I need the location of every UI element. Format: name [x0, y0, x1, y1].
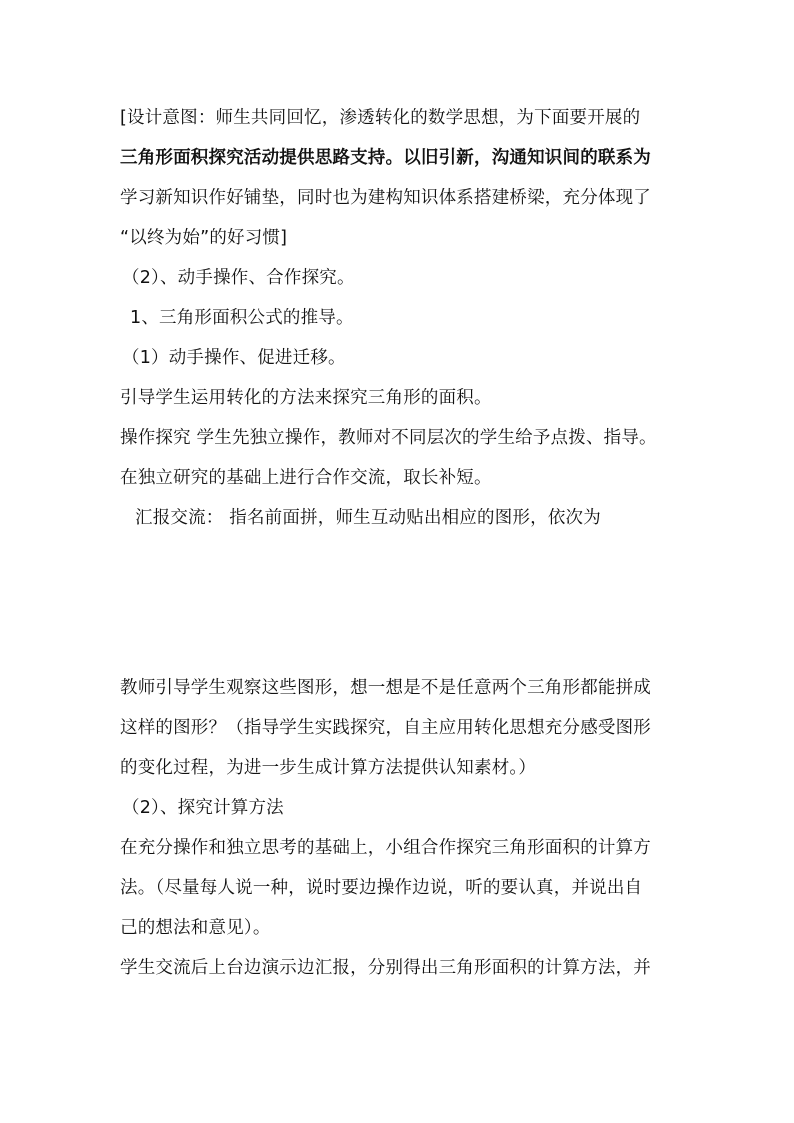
text-line: （1）动手操作、促进迁移。	[122, 348, 346, 368]
text-line: 的变化过程，为进一步生成计算方法提供认知素材。）	[120, 758, 537, 778]
text-line: （2）、动手操作、合作探究。	[122, 268, 355, 288]
text-line: （2）、探究计算方法	[122, 798, 284, 818]
text-line: 在独立研究的基础上进行合作交流，取长补短。	[120, 468, 492, 488]
text-line: 学习新知识作好铺垫，同时也为建构知识体系搭建桥梁，充分体现了	[120, 188, 651, 208]
text-line: 操作探究 学生先独立操作，教师对不同层次的学生给予点拨、指导。	[120, 428, 657, 448]
text-line: 己的想法和意见）。	[120, 918, 271, 938]
text-line: 1、三角形面积公式的推导。	[130, 308, 354, 328]
text-line: 汇报交流： 指名前面拼，师生互动贴出相应的图形，依次为	[135, 508, 601, 528]
text-line: “以终为始”的好习惯]	[120, 228, 288, 248]
text-line: [设计意图：师生共同回忆，渗透转化的数学思想，为下面要开展的	[120, 108, 641, 128]
text-line: 引导学生运用转化的方法来探究三角形的面积。	[120, 388, 492, 408]
text-line: 学生交流后上台边演示边汇报，分别得出三角形面积的计算方法，并	[120, 958, 651, 978]
text-line: 这样的图形？（指导学生实践探究，自主应用转化思想充分感受图形	[120, 718, 651, 738]
text-line: 法。（尽量每人说一种，说时要边操作边说，听的要认真，并说出自	[120, 878, 643, 898]
text-line: 三角形面积探究活动提供思路支持。以旧引新，沟通知识间的联系为	[120, 148, 651, 168]
text-line: 在充分操作和独立思考的基础上，小组合作探究三角形面积的计算方	[120, 838, 651, 858]
text-line: 教师引导学生观察这些图形，想一想是不是任意两个三角形都能拼成	[120, 678, 651, 698]
